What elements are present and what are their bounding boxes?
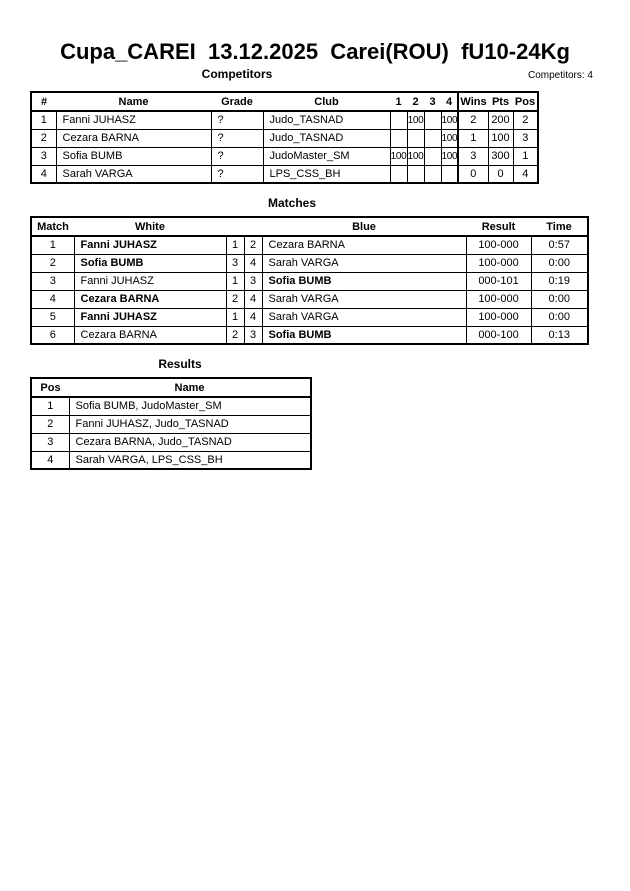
result-row bbox=[31, 433, 311, 451]
match-row bbox=[31, 290, 588, 308]
match-number: 5 bbox=[31, 308, 74, 326]
round-3-score bbox=[424, 111, 441, 129]
competitor-number: 2 bbox=[31, 129, 56, 147]
competitor-wins: 2 bbox=[458, 111, 488, 129]
competitor-grade: ? bbox=[211, 147, 263, 165]
match-time: 0:00 bbox=[531, 290, 588, 308]
matches-table bbox=[30, 216, 589, 345]
match-white-name: Fanni JUHASZ bbox=[74, 308, 226, 326]
col-header-result-pos: Pos bbox=[31, 378, 69, 397]
col-header-blue-number-spacer bbox=[244, 217, 262, 236]
match-white-competitor-number: 1 bbox=[226, 308, 244, 326]
col-header-round-2: 2 bbox=[407, 92, 424, 111]
result-name: Cezara BARNA, Judo_TASNAD bbox=[69, 433, 311, 451]
match-white-name: Cezara BARNA bbox=[74, 326, 226, 344]
round-3-score bbox=[424, 165, 441, 183]
match-result: 100-000 bbox=[466, 290, 531, 308]
match-blue-competitor-number: 4 bbox=[244, 308, 262, 326]
match-time: 0:00 bbox=[531, 308, 588, 326]
match-number: 2 bbox=[31, 254, 74, 272]
competitor-wins: 0 bbox=[458, 165, 488, 183]
round-1-score bbox=[390, 129, 407, 147]
competitor-name: Fanni JUHASZ bbox=[56, 111, 211, 129]
match-number: 3 bbox=[31, 272, 74, 290]
round-1-score: 100 bbox=[390, 147, 407, 165]
competitors-table bbox=[30, 91, 539, 184]
competitor-name: Sofia BUMB bbox=[56, 147, 211, 165]
competitor-club: Judo_TASNAD bbox=[263, 129, 390, 147]
col-header-match: Match bbox=[31, 217, 74, 236]
competitor-club: JudoMaster_SM bbox=[263, 147, 390, 165]
round-1-score bbox=[390, 111, 407, 129]
competitor-club: Judo_TASNAD bbox=[263, 111, 390, 129]
col-header-white-number-spacer bbox=[226, 217, 244, 236]
match-blue-name: Sofia BUMB bbox=[262, 272, 466, 290]
round-4-score: 100 bbox=[441, 111, 458, 129]
match-result: 000-100 bbox=[466, 326, 531, 344]
results-section bbox=[0, 357, 360, 371]
page-title: Cupa_CAREI 13.12.2025 Carei(ROU) fU10-24Kg bbox=[60, 39, 570, 64]
matches-header-row bbox=[31, 217, 588, 236]
round-2-score bbox=[407, 165, 424, 183]
col-header-wins: Wins bbox=[458, 92, 488, 111]
round-1-score bbox=[390, 165, 407, 183]
col-header-grade: Grade bbox=[211, 92, 263, 111]
match-row bbox=[31, 308, 588, 326]
competitor-name: Cezara BARNA bbox=[56, 129, 211, 147]
competitor-number: 3 bbox=[31, 147, 56, 165]
competitor-row bbox=[31, 111, 538, 129]
match-blue-competitor-number: 4 bbox=[244, 254, 262, 272]
match-row bbox=[31, 326, 588, 344]
match-white-competitor-number: 2 bbox=[226, 326, 244, 344]
match-white-competitor-number: 2 bbox=[226, 290, 244, 308]
result-name: Sofia BUMB, JudoMaster_SM bbox=[69, 397, 311, 415]
competitor-number: 4 bbox=[31, 165, 56, 183]
col-header-round-4: 4 bbox=[441, 92, 458, 111]
competitor-grade: ? bbox=[211, 111, 263, 129]
col-header-blue: Blue bbox=[262, 217, 466, 236]
result-pos: 1 bbox=[31, 397, 69, 415]
col-header-pos: Pos bbox=[513, 92, 538, 111]
col-header-club: Club bbox=[263, 92, 390, 111]
col-header-name: Name bbox=[56, 92, 211, 111]
competitor-row bbox=[31, 165, 538, 183]
results-table bbox=[30, 377, 312, 470]
competitors-header-row bbox=[31, 92, 538, 111]
match-row bbox=[31, 272, 588, 290]
match-number: 1 bbox=[31, 236, 74, 254]
competitor-pos: 3 bbox=[513, 129, 538, 147]
matches-section-heading: Matches bbox=[267, 196, 317, 210]
round-4-score: 100 bbox=[441, 147, 458, 165]
match-time: 0:57 bbox=[531, 236, 588, 254]
competitor-row bbox=[31, 129, 538, 147]
round-4-score: 100 bbox=[441, 129, 458, 147]
competitor-pts: 300 bbox=[488, 147, 513, 165]
col-header-result-name: Name bbox=[69, 378, 311, 397]
competitor-name: Sarah VARGA bbox=[56, 165, 211, 183]
competitors-section-heading: Competitors bbox=[201, 67, 273, 81]
matches-section bbox=[0, 196, 584, 210]
match-result: 000-101 bbox=[466, 272, 531, 290]
competitor-grade: ? bbox=[211, 165, 263, 183]
match-white-name: Fanni JUHASZ bbox=[74, 272, 226, 290]
competitor-number: 1 bbox=[31, 111, 56, 129]
result-name: Sarah VARGA, LPS_CSS_BH bbox=[69, 451, 311, 469]
match-white-name: Sofia BUMB bbox=[74, 254, 226, 272]
match-time: 0:13 bbox=[531, 326, 588, 344]
round-2-score: 100 bbox=[407, 111, 424, 129]
round-4-score bbox=[441, 165, 458, 183]
competitor-grade: ? bbox=[211, 129, 263, 147]
competitor-wins: 3 bbox=[458, 147, 488, 165]
match-row bbox=[31, 254, 588, 272]
competitor-pts: 100 bbox=[488, 129, 513, 147]
match-blue-name: Sarah VARGA bbox=[262, 290, 466, 308]
match-result: 100-000 bbox=[466, 254, 531, 272]
col-header-pts: Pts bbox=[488, 92, 513, 111]
col-header-time: Time bbox=[531, 217, 588, 236]
competitor-pos: 4 bbox=[513, 165, 538, 183]
match-row bbox=[31, 236, 588, 254]
result-pos: 3 bbox=[31, 433, 69, 451]
competitors-count-label: Competitors: 4 bbox=[527, 70, 593, 81]
competitor-pts: 0 bbox=[488, 165, 513, 183]
col-header-round-1: 1 bbox=[390, 92, 407, 111]
match-blue-name: Sofia BUMB bbox=[262, 326, 466, 344]
match-white-competitor-number: 1 bbox=[226, 272, 244, 290]
competitor-pos: 1 bbox=[513, 147, 538, 165]
round-2-score bbox=[407, 129, 424, 147]
match-number: 6 bbox=[31, 326, 74, 344]
result-pos: 2 bbox=[31, 415, 69, 433]
match-blue-competitor-number: 3 bbox=[244, 326, 262, 344]
result-pos: 4 bbox=[31, 451, 69, 469]
match-blue-name: Sarah VARGA bbox=[262, 254, 466, 272]
match-blue-competitor-number: 4 bbox=[244, 290, 262, 308]
subhead-row bbox=[0, 64, 630, 84]
col-header-white: White bbox=[74, 217, 226, 236]
match-white-competitor-number: 3 bbox=[226, 254, 244, 272]
result-row bbox=[31, 397, 311, 415]
match-white-competitor-number: 1 bbox=[226, 236, 244, 254]
match-white-name: Fanni JUHASZ bbox=[74, 236, 226, 254]
competitor-pos: 2 bbox=[513, 111, 538, 129]
match-number: 4 bbox=[31, 290, 74, 308]
result-name: Fanni JUHASZ, Judo_TASNAD bbox=[69, 415, 311, 433]
match-blue-name: Cezara BARNA bbox=[262, 236, 466, 254]
col-header-round-3: 3 bbox=[424, 92, 441, 111]
competitor-wins: 1 bbox=[458, 129, 488, 147]
results-section-heading: Results bbox=[158, 357, 202, 371]
match-blue-competitor-number: 2 bbox=[244, 236, 262, 254]
round-3-score bbox=[424, 129, 441, 147]
round-3-score bbox=[424, 147, 441, 165]
results-header-row bbox=[31, 378, 311, 397]
match-result: 100-000 bbox=[466, 236, 531, 254]
match-white-name: Cezara BARNA bbox=[74, 290, 226, 308]
result-row bbox=[31, 415, 311, 433]
match-result: 100-000 bbox=[466, 308, 531, 326]
col-header-number: # bbox=[31, 92, 56, 111]
competitor-club: LPS_CSS_BH bbox=[263, 165, 390, 183]
match-blue-name: Sarah VARGA bbox=[262, 308, 466, 326]
match-blue-competitor-number: 3 bbox=[244, 272, 262, 290]
match-time: 0:19 bbox=[531, 272, 588, 290]
match-time: 0:00 bbox=[531, 254, 588, 272]
round-2-score: 100 bbox=[407, 147, 424, 165]
result-row bbox=[31, 451, 311, 469]
col-header-result: Result bbox=[466, 217, 531, 236]
competitor-pts: 200 bbox=[488, 111, 513, 129]
competitor-row bbox=[31, 147, 538, 165]
